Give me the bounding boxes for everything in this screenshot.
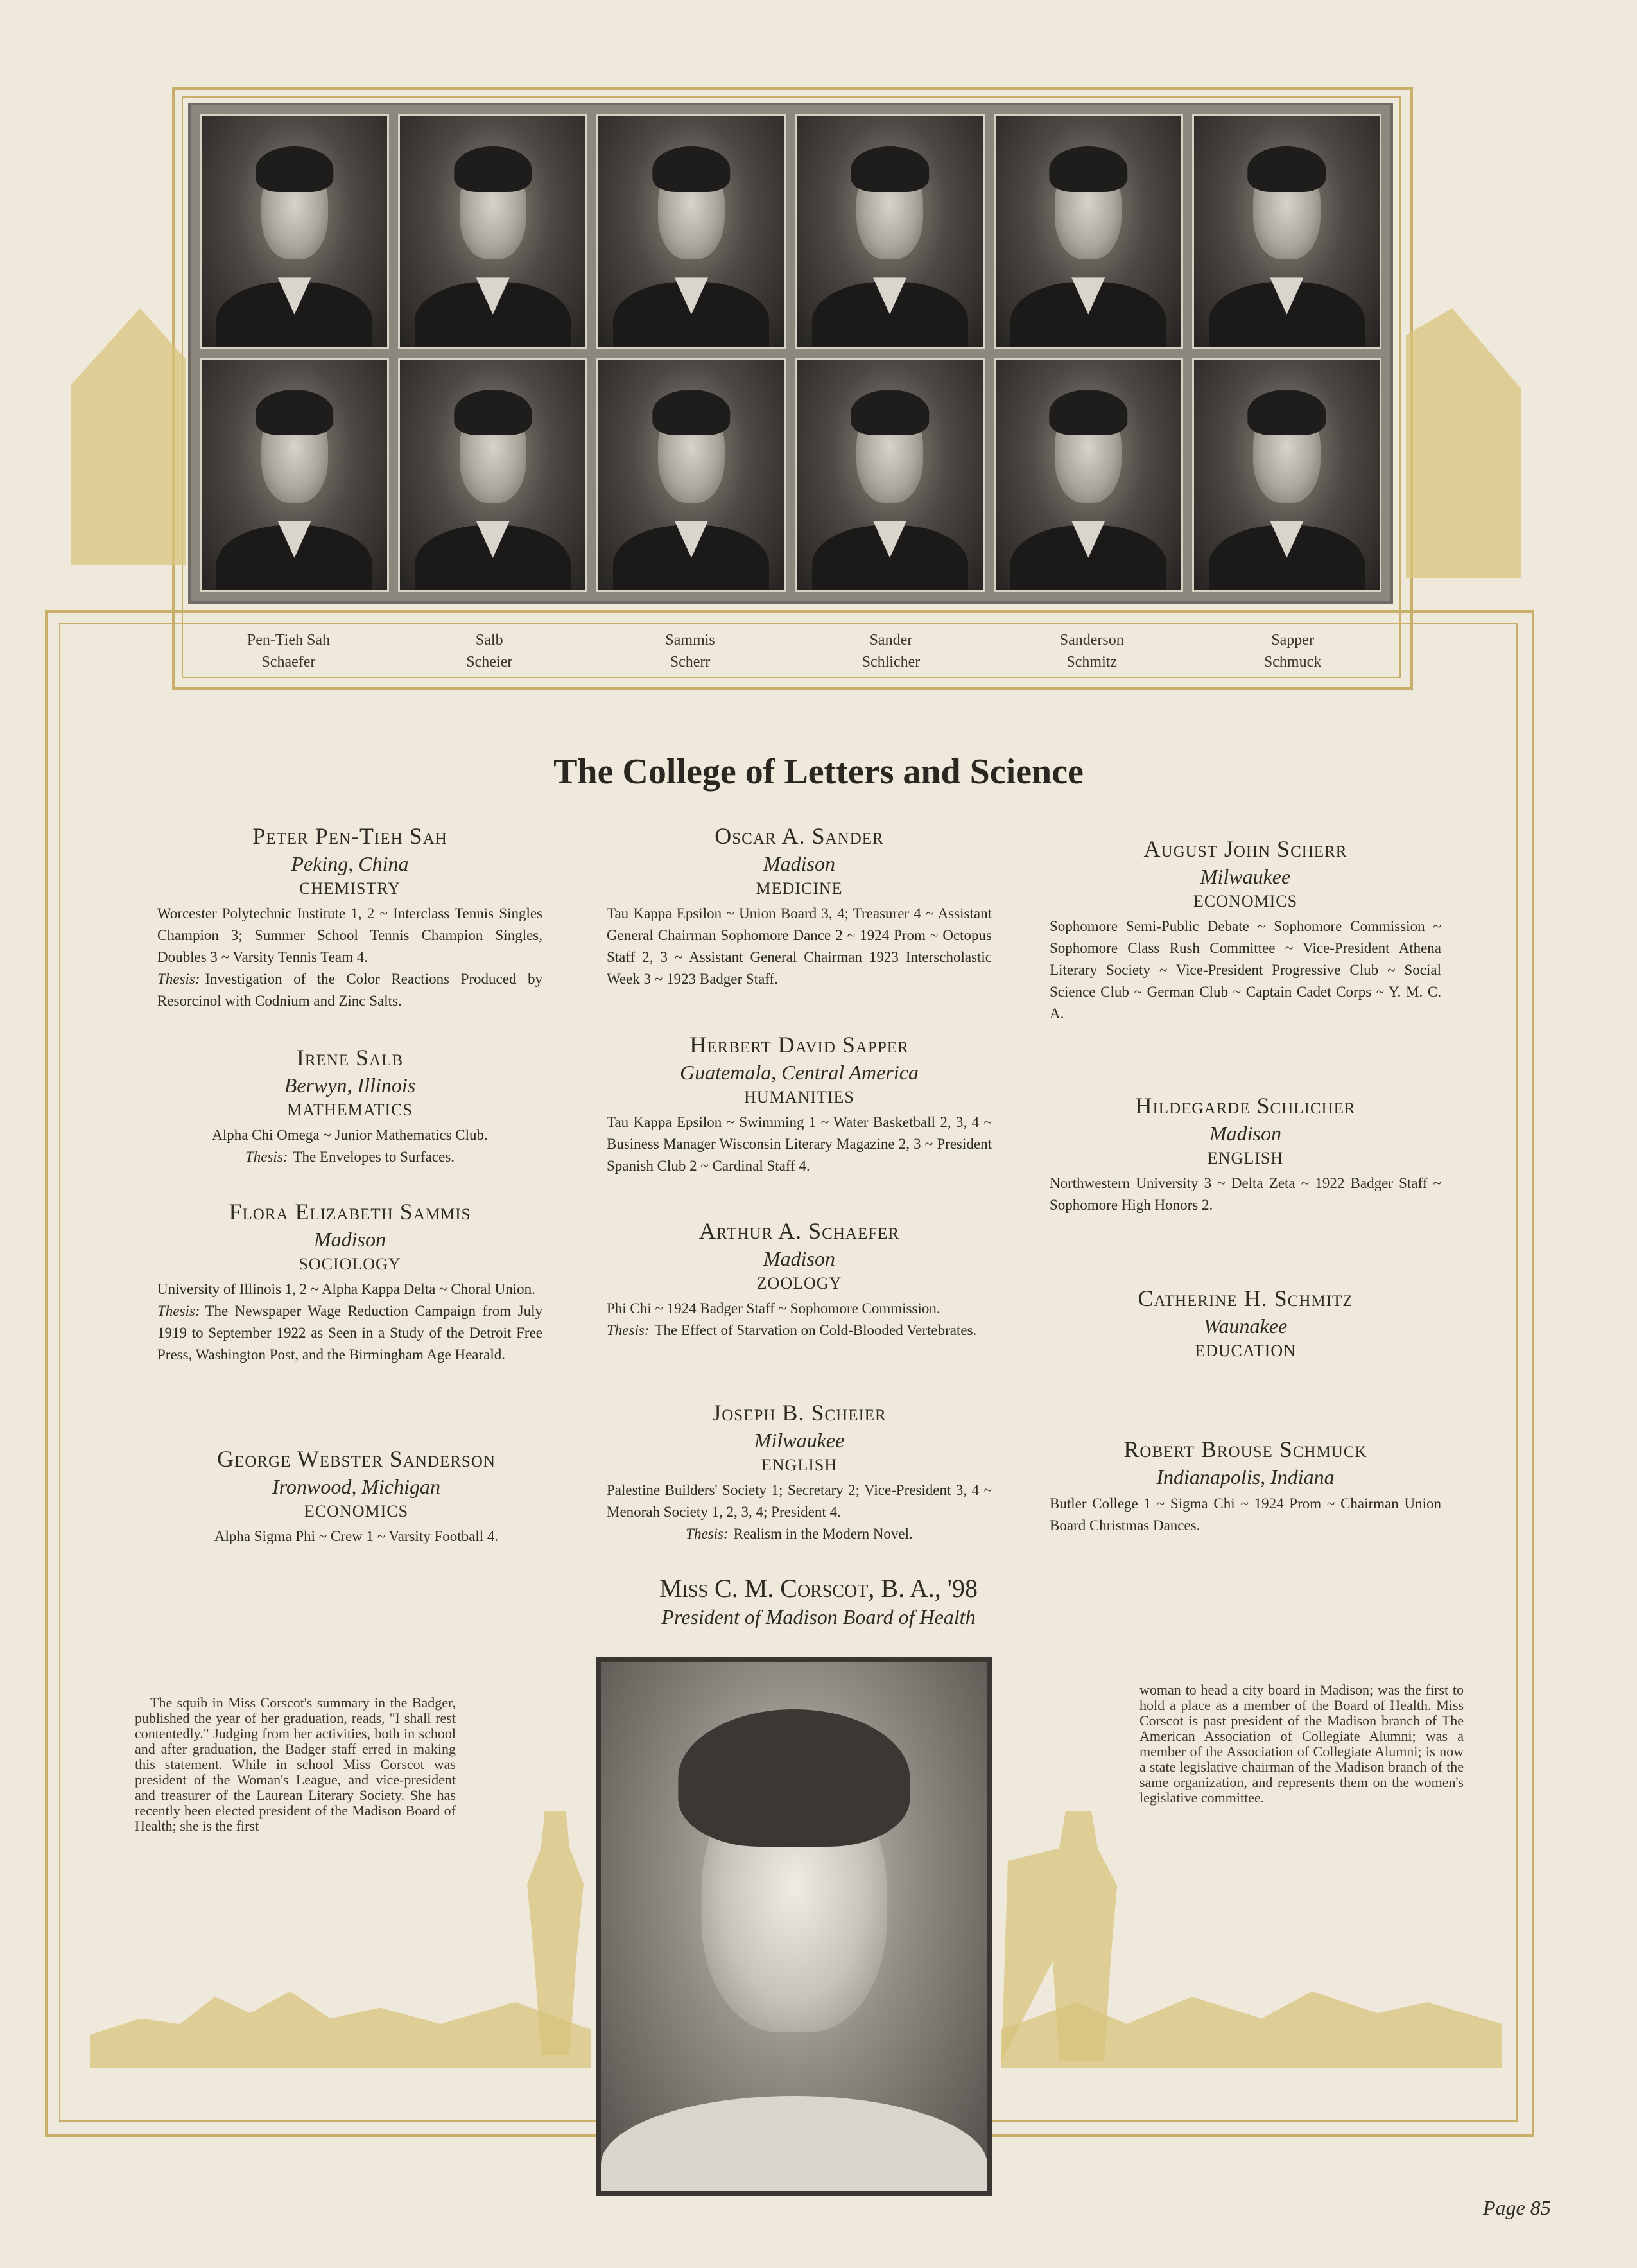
- thesis-label: Thesis:: [157, 1303, 200, 1319]
- thesis-text: The Newspaper Wage Reduction Campaign from July 1919 to September 1922 as Seen in a Study of the Detroit Free Press, Washington Post, and the Birmingham Age Hearald.: [157, 1303, 542, 1363]
- caption-top: Sanderson: [1059, 632, 1124, 649]
- entry-sanderson: [157, 1445, 555, 1548]
- portrait-sapper: [1192, 114, 1381, 349]
- page-number: Page 85: [1483, 2196, 1551, 2219]
- entry-town: Waunakee: [1203, 1314, 1288, 1338]
- entry-name: Herbert David Sapper: [689, 1032, 909, 1058]
- entry-sammis: [157, 1198, 542, 1366]
- entry-scherr: [1050, 835, 1441, 1025]
- entry-activities: Alpha Chi Omega ~ Junior Mathematics Club.: [212, 1127, 488, 1143]
- entry-town: Madison: [763, 1247, 835, 1270]
- left-corner-illustration: [71, 308, 186, 565]
- entry-subject: ENGLISH: [1207, 1149, 1284, 1167]
- caption-bottom: Schlicher: [862, 654, 921, 670]
- entry-name: August John Scherr: [1143, 836, 1347, 862]
- entry-name: Joseph B. Scheier: [712, 1400, 887, 1426]
- entry-subject: MEDICINE: [756, 879, 843, 898]
- entry-thesis: [157, 1146, 542, 1168]
- entry-schaefer: [607, 1217, 992, 1341]
- entry-schmitz: [1050, 1284, 1441, 1363]
- feature-name: Miss C. M. Corscot, B. A., '98: [659, 1574, 978, 1603]
- entry-thesis: [607, 1320, 992, 1341]
- caption-column: [791, 629, 992, 673]
- entry-activities: Palestine Builders' Society 1; Secretary 2; Vice-President 3, 4 ~ Menorah Society 1, 2, 3, 4; President 4.: [607, 1482, 992, 1520]
- caption-bottom: Schmitz: [1066, 654, 1118, 670]
- entry-subject: CHEMISTRY: [299, 879, 401, 898]
- caption-column: [1192, 629, 1393, 673]
- page-title: The College of Letters and Science: [553, 752, 1084, 792]
- feature-portrait: [596, 1657, 992, 2196]
- caption-top: Salb: [475, 632, 503, 649]
- portrait-sander: [795, 114, 984, 349]
- portrait-schmitz: [994, 358, 1183, 592]
- entry-subject: MATHEMATICS: [287, 1101, 413, 1119]
- entry-subject: HUMANITIES: [744, 1088, 854, 1106]
- entry-activities: Tau Kappa Epsilon ~ Swimming 1 ~ Water Basketball 2, 3, 4 ~ Business Manager Wisconsin Literary Magazine 2, 3 ~ President Spanish Club 2 ~ Cardinal Staff 4.: [607, 1114, 992, 1174]
- caption-column: [590, 629, 791, 673]
- portrait-sammis: [596, 114, 786, 349]
- entry-town: Guatemala, Central America: [680, 1061, 919, 1084]
- entry-name: Oscar A. Sander: [715, 823, 884, 849]
- entry-name: Catherine H. Schmitz: [1138, 1286, 1353, 1311]
- entry-name: Robert Brouse Schmuck: [1123, 1436, 1367, 1462]
- portrait-schlicher: [795, 358, 984, 592]
- entry-subject: ZOOLOGY: [756, 1274, 842, 1293]
- caption-bottom: Scherr: [670, 654, 711, 670]
- entry-sander: [607, 822, 992, 990]
- entry-activities: Northwestern University 3 ~ Delta Zeta ~ 1922 Badger Staff ~ Sophomore High Honors 2.: [1050, 1175, 1441, 1213]
- entry-activities: University of Illinois 1, 2 ~ Alpha Kappa Delta ~ Choral Union.: [157, 1281, 535, 1297]
- entry-thesis: [157, 1300, 542, 1366]
- entry-activities: Worcester Polytechnic Institute 1, 2 ~ Interclass Tennis Singles Champion 3; Summer School Tennis Champion Singles, Doubles 3 ~ Varsity Tennis Team 4.: [157, 905, 542, 965]
- entry-subject: ECONOMICS: [304, 1502, 409, 1521]
- portrait-schmuck: [1192, 358, 1381, 592]
- portrait-schaefer: [200, 358, 389, 592]
- thesis-label: Thesis:: [157, 971, 200, 987]
- feature-text-right: woman to head a city board in Madison; was the first to hold a place as a member of the Board of Health. Miss Corscot is past president of the Madison branch of The American Association of Collegiate Alumni; was a member of the Association of Collegiate Alumni; is now a state legislative chairman of the Madison branch of the same organization, and represents them on the women's legislative committee.: [1139, 1682, 1464, 1806]
- entry-sapper: [607, 1031, 992, 1177]
- caption-top: Pen-Tieh Sah: [247, 632, 330, 649]
- entry-town: Madison: [1209, 1122, 1281, 1145]
- thesis-text: The Envelopes to Surfaces.: [293, 1149, 455, 1165]
- entry-name: Irene Salb: [296, 1045, 404, 1070]
- entry-activities: Phi Chi ~ 1924 Badger Staff ~ Sophomore Commission.: [607, 1300, 940, 1316]
- portrait-captions: [188, 629, 1393, 673]
- thesis-label: Thesis:: [607, 1322, 650, 1338]
- feature-text-left: The squib in Miss Corscot's summary in the Badger, published the year of her graduation, reads, "I shall rest contentedly." Judging from her activities, both in school and after graduation, the Badger staff erred in making this statement. While in school Miss Corscot was president of the Woman's League, and vice-president and treasurer of the Laurean Literary Society. She has recently been elected president of the Madison Board of Health; she is the first: [135, 1695, 456, 1834]
- portrait-sanderson: [994, 114, 1183, 349]
- entry-salb: [157, 1043, 542, 1168]
- entry-scheier: [607, 1399, 992, 1545]
- caption-column: [389, 629, 590, 673]
- entry-town: Milwaukee: [1200, 865, 1291, 888]
- entry-subject: ENGLISH: [761, 1456, 838, 1474]
- caption-top: Sapper: [1271, 632, 1314, 649]
- entry-town: Berwyn, Illinois: [284, 1074, 416, 1097]
- caption-column: [991, 629, 1192, 673]
- caption-top: Sammis: [665, 632, 715, 649]
- entry-activities: Alpha Sigma Phi ~ Crew 1 ~ Varsity Football 4.: [214, 1528, 499, 1544]
- entry-thesis: [157, 968, 542, 1012]
- entry-schlicher: [1050, 1092, 1441, 1216]
- entry-town: Madison: [763, 852, 835, 875]
- entry-name: Peter Pen-Tieh Sah: [252, 823, 447, 849]
- entry-name: Arthur A. Schaefer: [698, 1218, 900, 1244]
- entry-name: Hildegarde Schlicher: [1135, 1093, 1356, 1119]
- entry-name: Flora Elizabeth Sammis: [229, 1199, 471, 1225]
- entry-town: Peking, China: [291, 852, 409, 875]
- feature-title: President of Madison Board of Health: [661, 1605, 976, 1628]
- portrait-salb: [398, 114, 587, 349]
- entry-activities: Sophomore Semi-Public Debate ~ Sophomore Commission ~ Sophomore Class Rush Committee ~ Vice-President Athena Literary Society ~ Vice-President Progressive Club ~ Social Science Club ~ German Club ~ Captain Cadet Corps ~ Y. M. C. A.: [1050, 918, 1441, 1022]
- portrait-grid: [188, 103, 1393, 604]
- entry-town: Madison: [314, 1228, 386, 1251]
- portrait-sah: [200, 114, 389, 349]
- caption-top: Sander: [869, 632, 913, 649]
- thesis-text: Realism in the Modern Novel.: [733, 1526, 913, 1542]
- entry-sah: [157, 822, 542, 1012]
- entry-thesis: [607, 1523, 992, 1545]
- entry-activities: Tau Kappa Epsilon ~ Union Board 3, 4; Treasurer 4 ~ Assistant General Chairman Sophomore Dance 2 ~ 1924 Prom ~ Octopus Staff 2, 3 ~ Assistant General Chairman 1923 Interscholastic Week 3 ~ 1923 Badger Staff.: [607, 905, 992, 987]
- entry-town: Ironwood, Michigan: [272, 1475, 440, 1498]
- thesis-label: Thesis:: [245, 1149, 288, 1165]
- caption-bottom: Schaefer: [261, 654, 316, 670]
- caption-bottom: Scheier: [466, 654, 513, 670]
- thesis-text: The Effect of Starvation on Cold-Blooded Vertebrates.: [654, 1322, 977, 1338]
- entry-subject: ECONOMICS: [1193, 892, 1298, 911]
- entry-subject: SOCIOLOGY: [299, 1255, 401, 1273]
- caption-bottom: Schmuck: [1263, 654, 1322, 670]
- right-corner-illustration: [1406, 308, 1521, 578]
- portrait-scheier: [398, 358, 587, 592]
- entry-subject: EDUCATION: [1195, 1341, 1296, 1360]
- portrait-scherr: [596, 358, 786, 592]
- thesis-text: Investigation of the Color Reactions Produced by Resorcinol with Codnium and Zinc Salts.: [157, 971, 542, 1009]
- caption-column: [188, 629, 389, 673]
- thesis-label: Thesis:: [686, 1526, 729, 1542]
- entry-schmuck: [1050, 1435, 1441, 1537]
- entry-town: Milwaukee: [754, 1429, 845, 1452]
- entry-activities: Butler College 1 ~ Sigma Chi ~ 1924 Prom ~ Chairman Union Board Christmas Dances.: [1050, 1496, 1441, 1533]
- entry-name: George Webster Sanderson: [217, 1446, 496, 1472]
- entry-town: Indianapolis, Indiana: [1156, 1465, 1335, 1488]
